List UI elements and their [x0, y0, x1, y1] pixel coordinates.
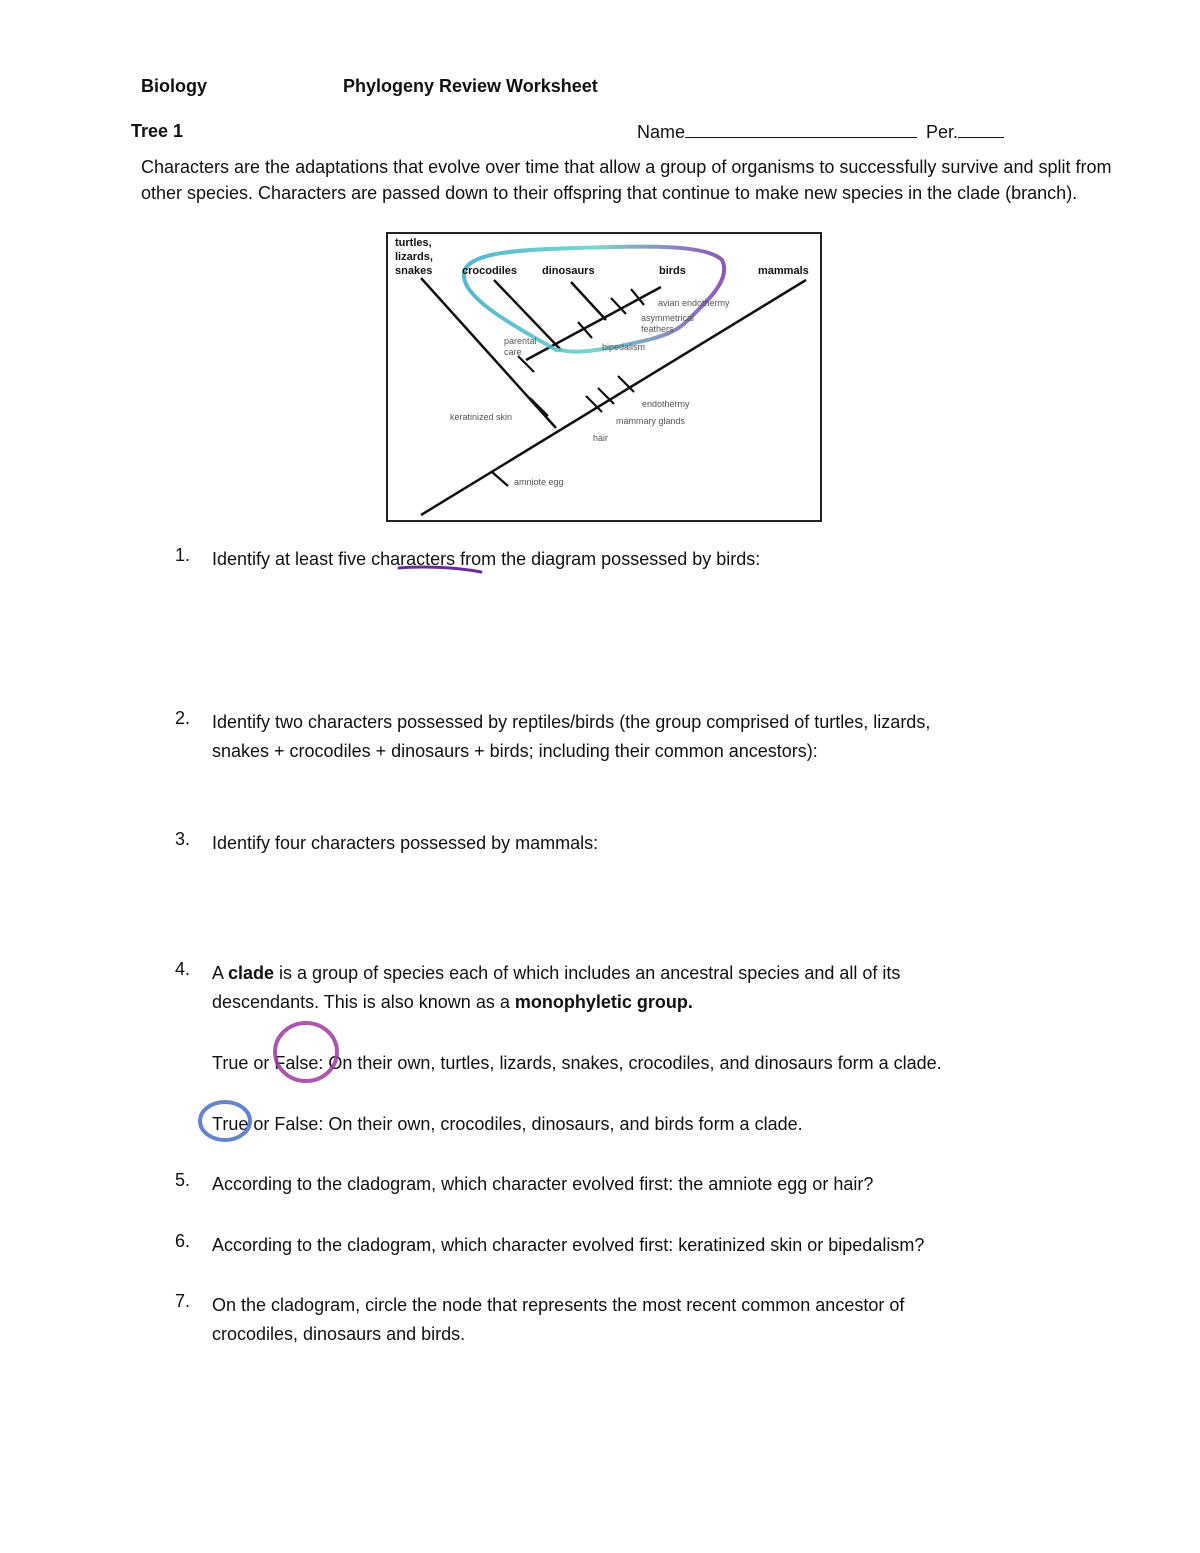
char-hair: hair — [593, 433, 609, 443]
char-avian-endothermy: avian endothermy — [658, 298, 730, 308]
q2-number: 2. — [175, 708, 191, 728]
taxon-crocodiles: crocodiles — [462, 265, 518, 277]
q1-number: 1. — [175, 545, 191, 565]
q4-definition-line1 — [212, 959, 1052, 988]
char-care: care — [504, 347, 522, 357]
q4-p3: descendants. This is also known as a — [212, 992, 515, 1012]
intro-paragraph: Characters are the adaptations that evolve over time that allow a group of organisms to successfully survive and split from other species. Characters are passed down to their offspring that continue to make new species in the clade (branch). — [141, 157, 1112, 203]
q7-text-line2: crocodiles, dinosaurs and birds. — [212, 1324, 466, 1344]
cladogram-frame — [387, 233, 821, 521]
q6-number: 6. — [175, 1231, 191, 1251]
q6-text: According to the cladogram, which character evolved first: keratinized skin or bipedalism? — [212, 1235, 925, 1255]
q1-text: Identify at least five characters from the diagram possessed by birds: — [212, 549, 761, 569]
cladogram[interactable] — [386, 232, 822, 522]
true-circle-annotation — [196, 1098, 256, 1144]
q4-true-false-1[interactable]: True or False: On their own, turtles, lizards, snakes, crocodiles, and dinosaurs form a clade. — [212, 1053, 942, 1073]
q4-definition-line2 — [212, 988, 1052, 1017]
char-keratinized-skin: keratinized skin — [450, 412, 513, 422]
char-mammary-glands: mammary glands — [616, 416, 686, 426]
char-endothermy: endothermy — [642, 399, 690, 409]
per-label: Per. — [926, 122, 959, 142]
q5-text: According to the cladogram, which character evolved first: the amniote egg or hair? — [212, 1174, 874, 1194]
taxon-lizards: lizards, — [395, 251, 433, 263]
q2-text-line2: snakes + crocodiles + dinosaurs + birds; including their common ancestors): — [212, 741, 818, 761]
char-parental: parental — [504, 336, 537, 346]
worksheet-title: Phylogeny Review Worksheet — [343, 76, 598, 96]
taxon-dinosaurs: dinosaurs — [542, 265, 595, 277]
q3-text: Identify four characters possessed by mammals: — [212, 833, 599, 853]
char-amniote-egg: amniote egg — [514, 477, 564, 487]
taxon-snakes: snakes — [395, 265, 433, 277]
char-bipedalism: bipedalism — [602, 342, 646, 352]
tree-label: Tree 1 — [131, 121, 184, 141]
taxon-birds: birds — [659, 265, 686, 277]
subject-label: Biology — [141, 76, 207, 96]
name-label: Name — [637, 122, 686, 142]
q1-underline-annotation — [396, 563, 486, 577]
name-blank[interactable] — [685, 121, 917, 138]
q4-clade-term: clade — [228, 963, 275, 983]
q4-monophyletic-term: monophyletic group. — [514, 992, 693, 1012]
q5-number: 5. — [175, 1170, 191, 1190]
q4-p2: is a group of species each of which includes an ancestral species and all of its — [274, 963, 901, 983]
char-asymmetrical: asymmetrical — [641, 313, 695, 323]
q4-number: 4. — [175, 959, 191, 979]
q2-text-line1: Identify two characters possessed by reptiles/birds (the group comprised of turtles, lizards, — [212, 712, 931, 732]
q4-true-false-2[interactable]: True or False: On their own, crocodiles, dinosaurs, and birds form a clade. — [212, 1114, 803, 1134]
name-field[interactable] — [637, 121, 1004, 143]
taxon-mammals: mammals — [758, 265, 809, 277]
q4-p1: A — [212, 963, 229, 983]
q7-text-line1: On the cladogram, circle the node that represents the most recent common ancestor of — [212, 1295, 905, 1315]
char-feathers: feathers — [641, 324, 674, 334]
q7-number: 7. — [175, 1291, 191, 1311]
q3-number: 3. — [175, 829, 191, 849]
taxon-turtles: turtles, — [395, 237, 432, 249]
false-circle-annotation — [268, 1018, 348, 1086]
per-blank[interactable] — [958, 121, 1004, 138]
